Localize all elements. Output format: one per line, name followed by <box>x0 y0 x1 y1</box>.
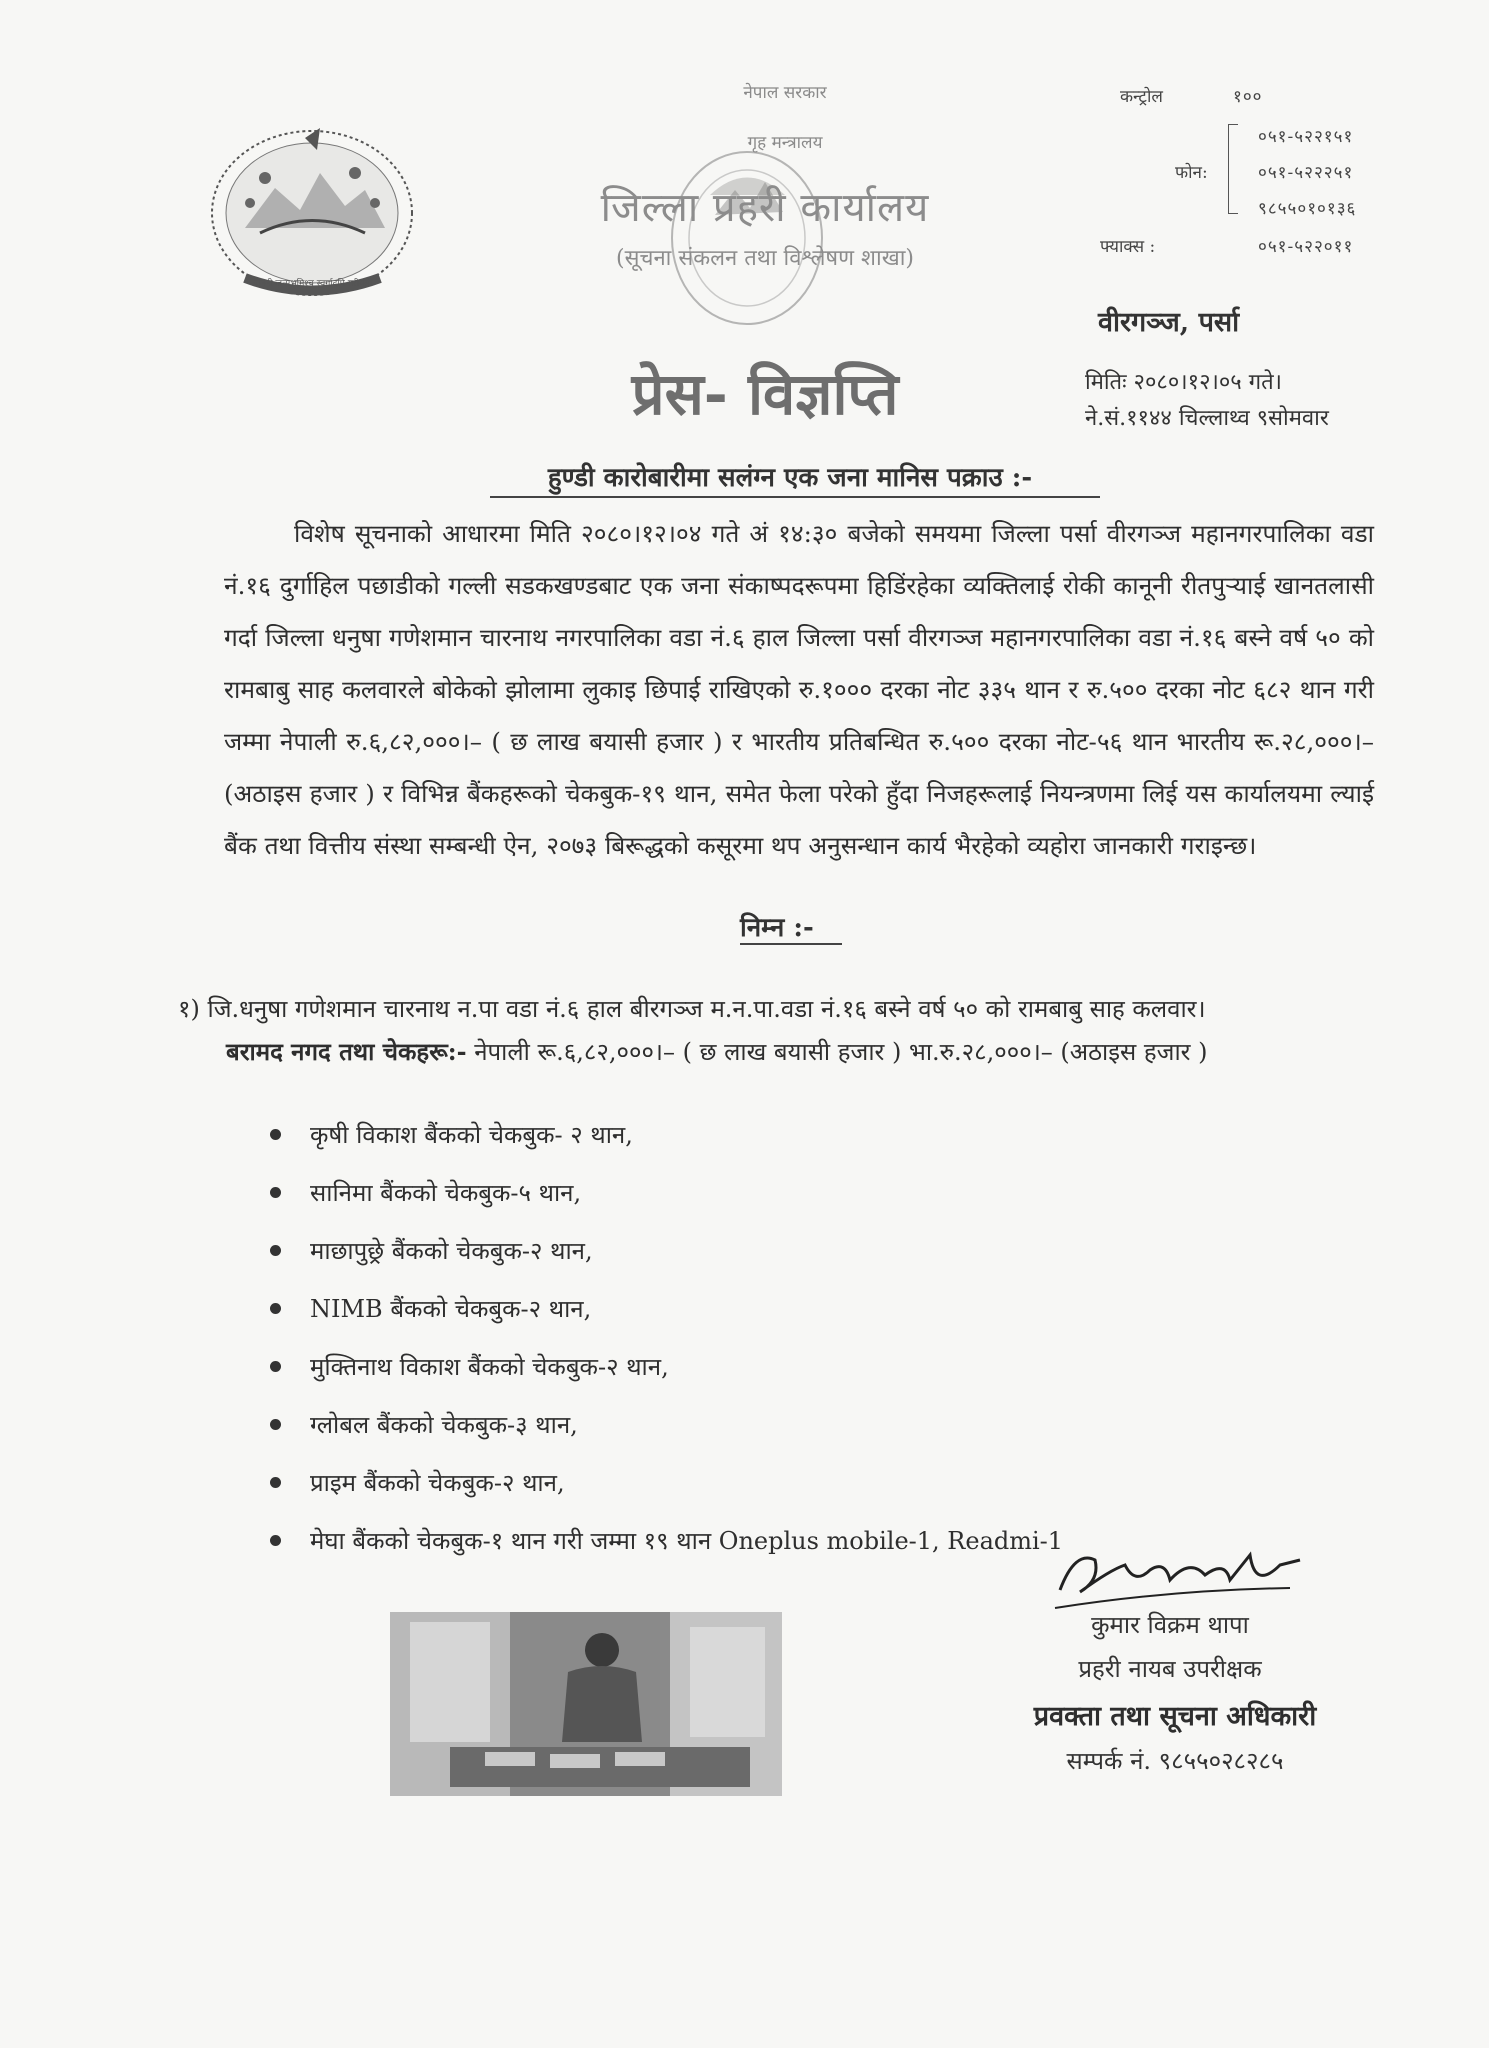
list-item-text: माछापुछ्रे बैंकको चेकबुक-२ थान, <box>310 1237 593 1265</box>
bullet-icon <box>270 1419 281 1430</box>
bullet-icon <box>270 1361 281 1372</box>
body-text: विशेष सूचनाको आधारमा मिति २०८०।१२।०४ गते अं १४:३० बजेको समयमा जिल्ला पर्सा वीरगञ्ज महानगरपालिका वडा नं.१६ दुर्गाहिल पछाडीको गल्ली सडकखण्डबाट एक जना संकाष्पदरूपमा हिडिंरहेका व्यक्तिलाई रोकी कानूनी रीतपुऱ्याई खानतलासी गर्दा जिल्ला धनुषा गणेशमान चारनाथ नगरपालिका वडा नं.६ हाल जिल्ला पर्सा वीरगञ्ज महानगरपालिका वडा नं.१६ बस्ने वर्ष ५० को रामबाबु साह कलवारले बोकेको झोलामा लुकाइ छिपाई राखिएको रु.१००० दरका नोट ३३५ थान र रु.५०० दरका नोट ६८२ थान गरी जम्मा नेपाली रु.६,८२,०००।– ( छ लाख बयासी हजार ) र भारतीय प्रतिबन्धित रु.५०० दरका नोट-५६ थान भारतीय रू.२८,०००।– (अठाइस हजार ) र विभिन्न बैंकहरूको चेकबुक-१९ थान, समेत फेला परेको हुँदा निजहरूलाई नियन्त्रणमा लिई यस कार्यालयमा ल्याई बैंक तथा वित्तीय संस्था सम्बन्धी ऐन, २०७३ बिरूद्धको कसूरमा थप अनुसन्धान कार्य भैरहेको व्यहोरा जानकारी गराइन्छ। <box>224 519 1374 860</box>
list-item <box>270 1234 1063 1292</box>
list-item <box>270 1350 1063 1408</box>
phone-bracket <box>1228 124 1238 214</box>
recovered-label: बरामद नगद तथा चेकहरू:- <box>226 1037 467 1066</box>
bullet-icon <box>270 1303 281 1314</box>
press-release-title: प्रेस- विज्ञप्ति <box>631 360 899 428</box>
bullet-icon <box>270 1187 281 1198</box>
control-label: कन्ट्रोल <box>1120 87 1163 107</box>
release-heading: हुण्डी कारोबारीमा सलंग्न एक जना मानिस पक्राउ :- <box>547 463 1033 493</box>
signatory-name: कुमार विक्रम थापा <box>1091 1611 1249 1639</box>
control-value: १०० <box>1233 87 1263 107</box>
cheque-list <box>270 1118 1063 1582</box>
list-item-text: मेघा बैंकको चेकबुक-१ थान गरी जम्मा १९ थान Oneplus mobile-1, Readmi-1 <box>310 1527 1064 1555</box>
list-item-text: ग्लोबल बैंकको चेकबुक-३ थान, <box>310 1411 578 1439</box>
ministry-label: गृह मन्त्रालय <box>747 133 823 153</box>
list-heading: निम्न :- <box>740 913 814 943</box>
list-item <box>270 1466 1063 1524</box>
recovered-line <box>226 1035 1406 1068</box>
bullet-icon <box>270 1535 281 1546</box>
list-item <box>270 1292 1063 1350</box>
bullet-icon <box>270 1477 281 1488</box>
recovered-value: नेपाली रू.६,८२,०००।– ( छ लाख बयासी हजार ) भा.रु.२८,०००।– (अठाइस हजार ) <box>474 1038 1208 1066</box>
list-item <box>270 1524 1063 1582</box>
body-paragraph <box>224 508 1374 872</box>
phone-number: ०५१-५२२१५१ <box>1258 127 1354 147</box>
signatory-rank: प्रहरी नायब उपरीक्षक <box>1078 1655 1262 1683</box>
list-heading-underline <box>740 943 842 945</box>
signatory-title: प्रवक्ता तथा सूचना अधिकारी <box>1033 1701 1317 1732</box>
list-item-text: कृषी विकाश बैंकको चेकबुक- २ थान, <box>310 1121 633 1149</box>
list-item <box>270 1408 1063 1466</box>
fax-label: फ्याक्स : <box>1100 237 1156 257</box>
phone-number: ०५१-५२२२५१ <box>1258 163 1354 183</box>
heading-underline <box>490 496 1100 498</box>
accused-line: १) जि.धनुषा गणेशमान चारनाथ न.पा वडा नं.६ हाल बीरगञ्ज म.न.पा.वडा नं.१६ बस्ने वर्ष ५० को रामबाबु साह कलवार। <box>178 995 1206 1023</box>
phone-number: ९८५५०१०१३६ <box>1258 199 1357 219</box>
section-subtitle: (सूचना संकलन तथा विश्लेषण शाखा) <box>616 246 914 271</box>
signatory-contact: सम्पर्क नं. ९८५५०२८२८५ <box>1066 1747 1284 1775</box>
fax-value: ०५१-५२२०११ <box>1258 237 1354 257</box>
evidence-photo <box>390 1612 782 1796</box>
location: वीरगञ्ज, पर्सा <box>1098 307 1240 338</box>
list-item-text: प्राइम बैंकको चेकबुक-२ थान, <box>310 1469 565 1497</box>
bullet-icon <box>270 1129 281 1140</box>
office-title: जिल्ला प्रहरी कार्यालय <box>600 185 930 231</box>
list-item <box>270 1176 1063 1234</box>
date-line: मितिः २०८०।१२।०५ गते। <box>1085 370 1282 395</box>
bullet-icon <box>270 1245 281 1256</box>
list-item-text: सानिमा बैंकको चेकबुक-५ थान, <box>310 1179 582 1207</box>
phone-label: फोन: <box>1175 163 1208 183</box>
nepal-sambat-date: ने.सं.११४४ चिल्लाथ्व ९सोमवार <box>1085 406 1329 431</box>
list-item <box>270 1118 1063 1176</box>
government-label: नेपाल सरकार <box>743 83 827 103</box>
handwritten-signature <box>1040 1530 1310 1620</box>
list-item-text: NIMB बैंकको चेकबुक-२ थान, <box>310 1295 592 1323</box>
emblem-caption: जननी जन्मभूमिश्च स्वर्गादपि गरीयसी <box>253 279 373 289</box>
list-item-text: मुक्तिनाथ विकाश बैंकको चेकबुक-२ थान, <box>310 1353 669 1381</box>
